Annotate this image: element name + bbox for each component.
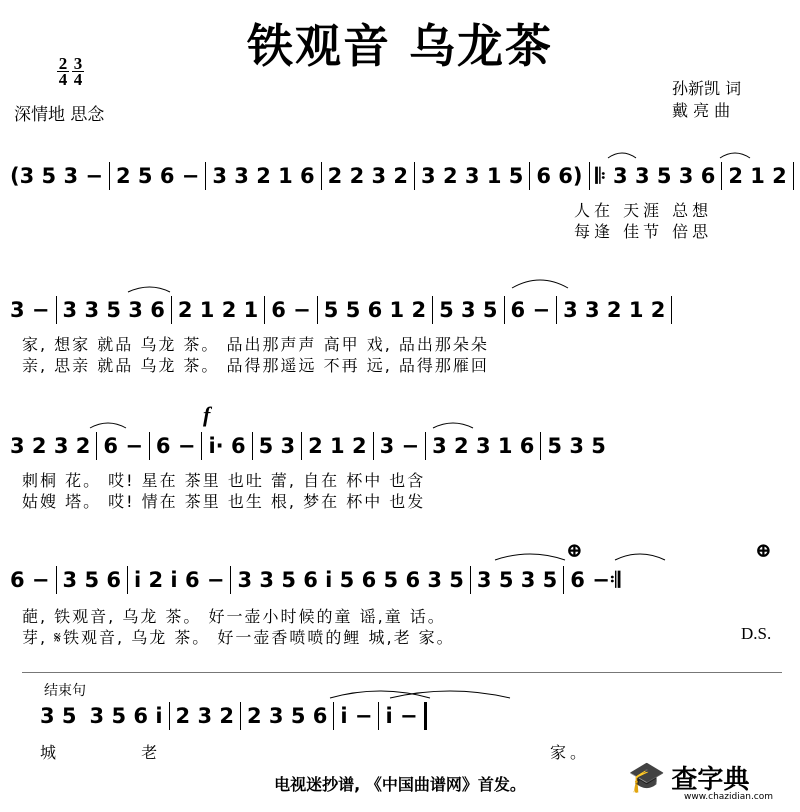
site-logo[interactable] [628, 748, 794, 806]
logo-name: 查字典 [671, 764, 750, 795]
footer-note: 电视迷抄谱, 《中国曲谱网》首发。 [274, 775, 526, 794]
measure: 6 −𝄇 [570, 567, 621, 592]
measure: i − [340, 704, 373, 728]
measure: 3 5 3 5 [476, 568, 558, 592]
measure: 2 1 2 [308, 434, 367, 458]
meter-1-den: 4 [58, 70, 68, 89]
composer: 戴 亮 曲 [672, 101, 731, 120]
coda-icon: ⊕ [566, 540, 583, 562]
measure: i − [385, 704, 418, 728]
dynamic-forte: f [203, 402, 211, 427]
lyrics-ending-1: 城 老 [40, 743, 198, 762]
dal-segno-mark: D.S. [741, 624, 772, 643]
lyrics-row-3-verse-2: 姑嫂 塔。 哎! 情在 茶里 也生 根, 梦在 杯中 也发 [22, 492, 426, 511]
measure: 3 5 [40, 704, 77, 728]
measure: 3 − [379, 434, 420, 458]
measure: 3 2 3 2 [10, 434, 91, 458]
measure: 3 3 2 1 2 [563, 298, 666, 322]
measure: 3 2 3 1 5 [421, 164, 524, 188]
lyrics-row-2-verse-2: 亲, 思亲 就品 乌龙 茶。 品得那遥远 不再 远, 品得那雁回 [22, 356, 489, 375]
lyrics-row-4-verse-2: 芽, 𝄋铁观音, 乌龙 茶。 好一壶香喷喷的鲤 城,老 家。 [22, 628, 455, 647]
measure: (3 5 3 − [10, 164, 103, 188]
measure: 5 3 [258, 434, 296, 458]
measure: 6 6) [536, 164, 583, 188]
measure: 6 − [103, 434, 143, 458]
lyricist: 孙新凯 词 [672, 79, 742, 98]
measure: 2 2 3 2 [327, 164, 409, 188]
measure: 6 − [10, 568, 50, 592]
ending-label: 结束句 [44, 683, 86, 699]
lyrics-row-1-verse-1: 人在 天涯 总想 [574, 201, 713, 220]
measure: 5 5 6 1 2 [323, 298, 427, 322]
measure: 6 − [510, 298, 551, 322]
lyrics-row-4-verse-1: 葩, 铁观音, 乌龙 茶。 好一壶小时候的童 谣,童 话。 [22, 607, 446, 626]
page-title: 铁观音 乌龙茶 [246, 19, 553, 73]
measure: 5 3 5 [439, 298, 498, 322]
measure: 3 3 2 1 6 [212, 164, 315, 188]
measure: 3 5 6 i [89, 704, 163, 728]
meter-2-num: 3 [73, 54, 83, 73]
measure: 2 1 2 1 [177, 298, 259, 322]
measure: 3 3 5 6 i 5 6 5 6 3 5 [237, 568, 464, 592]
measure: 2 1 2 [728, 164, 787, 188]
measure: 3 3 5 3 6 [62, 298, 165, 322]
measure: 6 − [271, 298, 311, 322]
logo-url: www.chazidian.com [684, 792, 774, 802]
measure: 6 − [155, 434, 196, 458]
lyrics-row-1-verse-2: 每逢 佳节 倍思 [574, 222, 713, 241]
graduate-cap-icon: 🎓 [628, 760, 666, 794]
lyrics-row-2-verse-1: 家, 想家 就品 乌龙 茶。 品出那声声 高甲 戏, 品出那朵朵 [22, 335, 489, 354]
expression-mark: 深情地 思念 [14, 105, 105, 125]
meter-1-num: 2 [58, 54, 68, 73]
measure: 2 3 2 [175, 704, 234, 728]
measure: 2 3 5 6 [246, 704, 328, 728]
measure: 3 5 6 [62, 568, 121, 592]
measure: 3 2 3 1 6 [432, 434, 535, 458]
measure: 𝄆 3 3 5 3 6 [595, 163, 716, 188]
meter-2-den: 4 [73, 70, 83, 89]
measure: 3 − [10, 298, 50, 322]
measure: 2 5 6 − [115, 164, 200, 188]
lyrics-ending-2: 家。 [550, 743, 591, 762]
measure: i 2 i 6 − [134, 568, 225, 592]
measure: i· 6 [208, 434, 246, 458]
lyrics-row-3-verse-1: 刺桐 花。 哎! 星在 茶里 也吐 蕾, 自在 杯中 也含 [22, 471, 426, 490]
measure: 5 3 5 [547, 434, 606, 458]
coda-icon: ⊕ [755, 540, 772, 562]
